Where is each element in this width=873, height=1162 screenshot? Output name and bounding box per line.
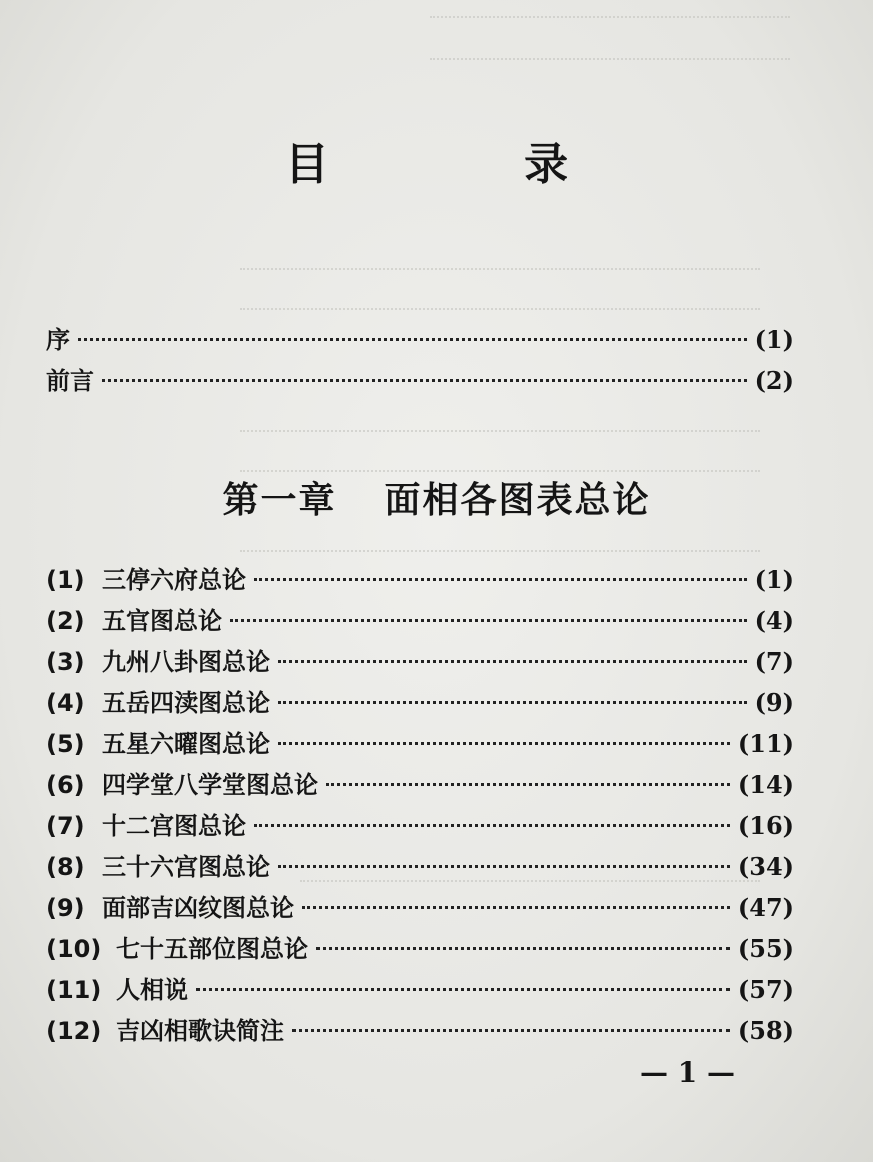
- entry-label: 面部吉凶纹图总论: [102, 894, 294, 922]
- entry-label: 四学堂八学堂图总论: [102, 771, 318, 799]
- entry-page: (1): [754, 565, 794, 594]
- toc-entry[interactable]: [46, 601, 794, 642]
- entry-number: (10): [46, 935, 102, 963]
- entry-page: (47): [737, 893, 794, 922]
- bleed-through-line: [240, 268, 760, 270]
- bleed-through-line: [240, 430, 760, 432]
- entry-label: 五岳四渎图总论: [102, 689, 270, 717]
- entry-label: 九州八卦图总论: [102, 648, 270, 676]
- leader-dots: [196, 988, 730, 991]
- bleed-through-line: [430, 16, 790, 18]
- entry-number: (2): [46, 607, 85, 635]
- entry-page: (34): [737, 852, 794, 881]
- entry-label: 五官图总论: [102, 607, 222, 635]
- toc-entry[interactable]: [46, 560, 794, 601]
- entry-label: 序: [46, 326, 70, 354]
- entry-page: (58): [737, 1016, 794, 1045]
- entry-page: (11): [737, 729, 794, 758]
- front-matter-list: [46, 320, 794, 402]
- leader-dots: [316, 947, 730, 950]
- leader-dots: [254, 578, 747, 581]
- entry-page: (16): [737, 811, 794, 840]
- toc-entry[interactable]: [46, 806, 794, 847]
- entry-label: 前言: [46, 367, 94, 395]
- entry-number: (5): [46, 730, 85, 758]
- toc-title: 目 录: [284, 139, 659, 190]
- entry-page: (55): [737, 934, 794, 963]
- leader-dots: [292, 1029, 730, 1032]
- leader-dots: [230, 619, 747, 622]
- bleed-through-line: [430, 58, 790, 60]
- leader-dots: [302, 906, 730, 909]
- entry-number: (3): [46, 648, 85, 676]
- entry-number: (9): [46, 894, 85, 922]
- toc-entry[interactable]: [46, 765, 794, 806]
- entry-number: (4): [46, 689, 85, 717]
- entry-label: 五星六曜图总论: [102, 730, 270, 758]
- toc-entry[interactable]: [46, 642, 794, 683]
- entry-page: (57): [737, 975, 794, 1004]
- toc-entry-foreword[interactable]: [46, 361, 794, 402]
- entry-number: (8): [46, 853, 85, 881]
- toc-entry[interactable]: [46, 929, 794, 970]
- toc-entry[interactable]: [46, 724, 794, 765]
- entry-page: (9): [754, 688, 794, 717]
- entry-label: 人相说: [116, 976, 188, 1004]
- leader-dots: [278, 742, 730, 745]
- leader-dots: [78, 338, 747, 341]
- entry-page: (4): [754, 606, 794, 635]
- entry-page: (7): [754, 647, 794, 676]
- bleed-through-line: [240, 550, 760, 552]
- leader-dots: [102, 379, 747, 382]
- entry-label: 三停六府总论: [102, 566, 246, 594]
- entry-label: 十二宫图总论: [102, 812, 246, 840]
- entry-page: (14): [737, 770, 794, 799]
- entry-label: 七十五部位图总论: [116, 935, 308, 963]
- toc-entry[interactable]: [46, 970, 794, 1011]
- entry-number: (1): [46, 566, 85, 594]
- chapter-entry-list: [46, 560, 794, 1052]
- toc-entry[interactable]: [46, 847, 794, 888]
- entry-number: (7): [46, 812, 85, 840]
- entry-number: (12): [46, 1017, 102, 1045]
- entry-page: (1): [754, 325, 794, 354]
- entry-page: (2): [754, 366, 794, 395]
- entry-label: 三十六宫图总论: [102, 853, 270, 881]
- toc-entry[interactable]: [46, 888, 794, 929]
- toc-entry[interactable]: [46, 683, 794, 724]
- chapter-number: 第一章: [222, 480, 337, 521]
- toc-entry[interactable]: [46, 1011, 794, 1052]
- entry-number: (11): [46, 976, 102, 1004]
- leader-dots: [254, 824, 730, 827]
- entry-number: (6): [46, 771, 85, 799]
- leader-dots: [278, 865, 730, 868]
- chapter-title: 面相各图表总论: [384, 480, 651, 521]
- page-number-footer: — 1 —: [640, 1056, 735, 1089]
- entry-label: 吉凶相歌诀简注: [116, 1017, 284, 1045]
- leader-dots: [326, 783, 730, 786]
- bleed-through-line: [240, 308, 760, 310]
- leader-dots: [278, 701, 747, 704]
- toc-entry-preface[interactable]: [46, 320, 794, 361]
- leader-dots: [278, 660, 747, 663]
- chapter-heading: [0, 472, 873, 523]
